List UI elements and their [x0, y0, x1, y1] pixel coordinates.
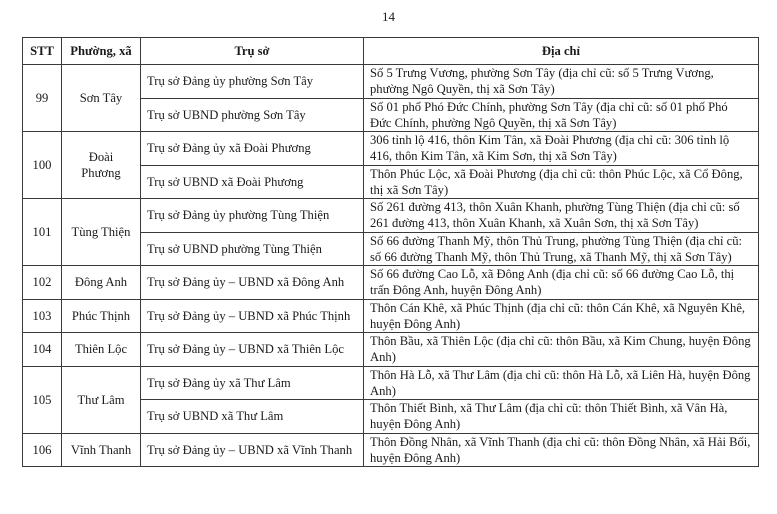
stt-cell: 104 — [23, 333, 62, 367]
ward-cell: Thiên Lộc — [62, 333, 141, 367]
address-cell: Thôn Đồng Nhân, xã Vĩnh Thanh (địa chỉ cũ: thôn Đồng Nhân, xã Hải Bối, huyện Đông Anh) — [364, 433, 759, 467]
address-cell: Thôn Bầu, xã Thiên Lộc (địa chỉ cũ: thôn Bầu, xã Kim Chung, huyện Đông Anh) — [364, 333, 759, 367]
address-cell: Thôn Hà Lỗ, xã Thư Lâm (địa chỉ cũ: thôn Hà Lỗ, xã Liên Hà, huyện Đông Anh) — [364, 366, 759, 400]
page-number: 14 — [382, 9, 395, 24]
address-table — [22, 37, 759, 467]
office-cell: Trụ sở UBND phường Sơn Tây — [141, 98, 364, 132]
table-row — [23, 366, 759, 400]
office-cell: Trụ sở UBND xã Đoài Phương — [141, 165, 364, 199]
header-ward: Phường, xã — [62, 38, 141, 65]
office-cell: Trụ sở Đảng ủy xã Thư Lâm — [141, 366, 364, 400]
header-stt: STT — [23, 38, 62, 65]
ward-cell: Thư Lâm — [62, 366, 141, 433]
stt-cell: 105 — [23, 366, 62, 433]
stt-cell: 106 — [23, 433, 62, 467]
stt-cell: 101 — [23, 199, 62, 266]
address-cell: Số 261 đường 413, thôn Xuân Khanh, phường Tùng Thiện (địa chỉ cũ: số 261 đường 413, thôn Xuân Khanh, xã Xuân Sơn, thị xã Sơn Tây) — [364, 199, 759, 233]
stt-cell: 102 — [23, 266, 62, 300]
table-row — [23, 132, 759, 166]
table-header-row — [23, 38, 759, 65]
table-row — [23, 299, 759, 333]
table-row — [23, 65, 759, 99]
office-cell: Trụ sở Đảng ủy – UBND xã Đông Anh — [141, 266, 364, 300]
address-cell: Thôn Cán Khê, xã Phúc Thịnh (địa chỉ cũ: thôn Cán Khê, xã Nguyên Khê, huyện Đông Anh) — [364, 299, 759, 333]
ward-cell: Phúc Thịnh — [62, 299, 141, 333]
table-row — [23, 199, 759, 233]
office-cell: Trụ sở Đảng ủy – UBND xã Phúc Thịnh — [141, 299, 364, 333]
address-cell: Thôn Phúc Lộc, xã Đoài Phương (địa chỉ cũ: thôn Phúc Lộc, xã Cổ Đông, thị xã Sơn Tây) — [364, 165, 759, 199]
address-cell: Số 5 Trưng Vương, phường Sơn Tây (địa chỉ cũ: số 5 Trưng Vương, phường Ngô Quyền, thị xã Sơn Tây) — [364, 65, 759, 99]
office-cell: Trụ sở UBND phường Tùng Thiện — [141, 232, 364, 266]
office-cell: Trụ sở Đảng ủy – UBND xã Thiên Lộc — [141, 333, 364, 367]
office-cell: Trụ sở UBND xã Thư Lâm — [141, 400, 364, 434]
ward-cell: Vĩnh Thanh — [62, 433, 141, 467]
office-cell: Trụ sở Đảng ủy – UBND xã Vĩnh Thanh — [141, 433, 364, 467]
address-cell: 306 tỉnh lộ 416, thôn Kim Tân, xã Đoài Phương (địa chỉ cũ: 306 tỉnh lộ 416, thôn Kim Tân, xã Kim Sơn, thị xã Sơn Tây) — [364, 132, 759, 166]
table-row — [23, 433, 759, 467]
header-office: Trụ sở — [141, 38, 364, 65]
address-cell: Số 66 đường Cao Lỗ, xã Đông Anh (địa chỉ cũ: số 66 đường Cao Lỗ, thị trấn Đông Anh, huyện Đông Anh) — [364, 266, 759, 300]
address-cell: Thôn Thiết Bình, xã Thư Lâm (địa chỉ cũ: thôn Thiết Bình, xã Vân Hà, huyện Đông Anh) — [364, 400, 759, 434]
stt-cell: 99 — [23, 65, 62, 132]
header-address: Địa chỉ — [364, 38, 759, 65]
office-cell: Trụ sở Đảng ủy phường Tùng Thiện — [141, 199, 364, 233]
office-cell: Trụ sở Đảng ủy phường Sơn Tây — [141, 65, 364, 99]
table-row — [23, 333, 759, 367]
ward-cell: Tùng Thiện — [62, 199, 141, 266]
office-cell: Trụ sở Đảng ủy xã Đoài Phương — [141, 132, 364, 166]
address-cell: Số 01 phố Phó Đức Chính, phường Sơn Tây (địa chỉ cũ: số 01 phố Phó Đức Chính, phường Ngô Quyền, thị xã Sơn Tây) — [364, 98, 759, 132]
table-row — [23, 266, 759, 300]
stt-cell: 100 — [23, 132, 62, 199]
ward-cell: Đông Anh — [62, 266, 141, 300]
stt-cell: 103 — [23, 299, 62, 333]
ward-cell: Đoài Phương — [62, 132, 141, 199]
address-cell: Số 66 đường Thanh Mỹ, thôn Thủ Trung, phường Tùng Thiện (địa chỉ cũ: số 66 đường Thanh Mỹ, thôn Thủ Trung, xã Thanh Mỹ, thị xã Sơn Tây) — [364, 232, 759, 266]
ward-cell: Sơn Tây — [62, 65, 141, 132]
